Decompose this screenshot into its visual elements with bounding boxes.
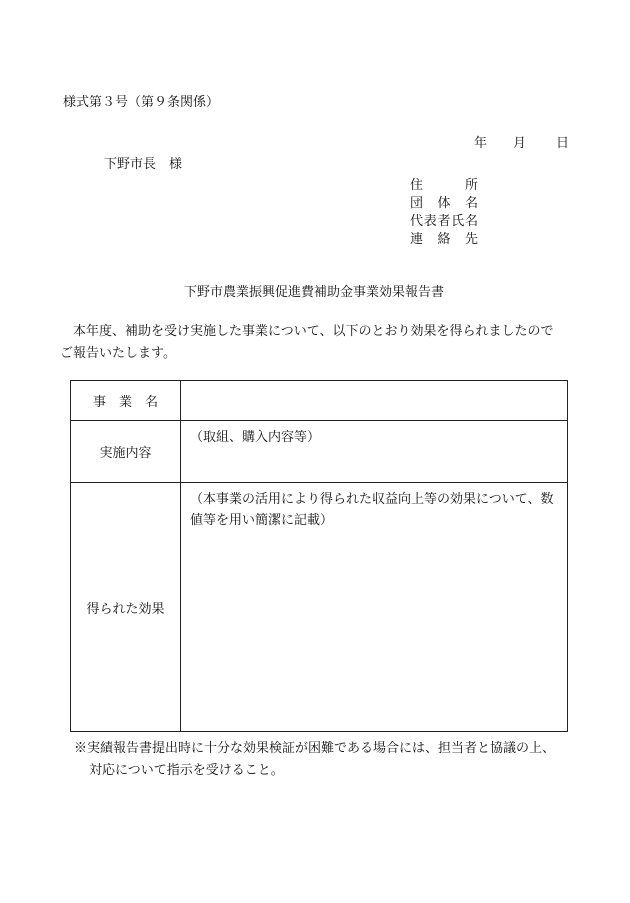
project-name-label-cell [71, 381, 181, 421]
table-row-implementation [71, 421, 568, 483]
table-row-project-name [71, 381, 568, 421]
footnote [74, 738, 574, 782]
implementation-label: 実施内容 [99, 446, 152, 461]
effects-label: 得られた効果 [86, 601, 165, 617]
effects-label-cell [71, 483, 181, 732]
intro-line-1: 本年度、補助を受け実施した事業について、以下のとおり効果を得られましたので [73, 324, 554, 339]
applicant-representative-label: 代表者氏名 [410, 214, 478, 229]
applicant-address-label: 住所 [410, 178, 478, 193]
effects-value-cell[interactable] [181, 483, 568, 732]
form-number: 様式第３号（第９条関係） [63, 95, 220, 110]
implementation-value-cell[interactable] [181, 421, 568, 483]
effects-note: （本事業の活用により得られた収益向上等の効果について、数値等を用い簡潔に記載） [190, 492, 554, 528]
intro-paragraph [60, 321, 570, 365]
project-name-value-cell[interactable] [181, 381, 568, 421]
applicant-organization-label: 団体名 [410, 196, 478, 211]
date-day-label: 日 [556, 136, 570, 151]
applicant-contact-label: 連絡先 [410, 232, 478, 247]
document-title: 下野市農業振興促進費補助金事業効果報告書 [183, 285, 444, 300]
report-table [70, 380, 568, 732]
footnote-line-1: ※実績報告書提出時に十分な効果検証が困難である場合には、担当者と協議の上、 [74, 741, 556, 756]
implementation-note: （取組、購入内容等） [190, 430, 321, 445]
date-year-label: 年 [474, 136, 488, 151]
implementation-label-cell [71, 421, 181, 483]
project-name-label: 事業名 [92, 395, 171, 410]
intro-line-2: ご報告いたします。 [60, 346, 176, 361]
addressee: 下野市長 様 [104, 157, 183, 172]
footnote-line-2: 対応について指示を受けること。 [89, 763, 284, 778]
date-month-label: 月 [513, 136, 527, 151]
table-row-effects [71, 483, 568, 732]
